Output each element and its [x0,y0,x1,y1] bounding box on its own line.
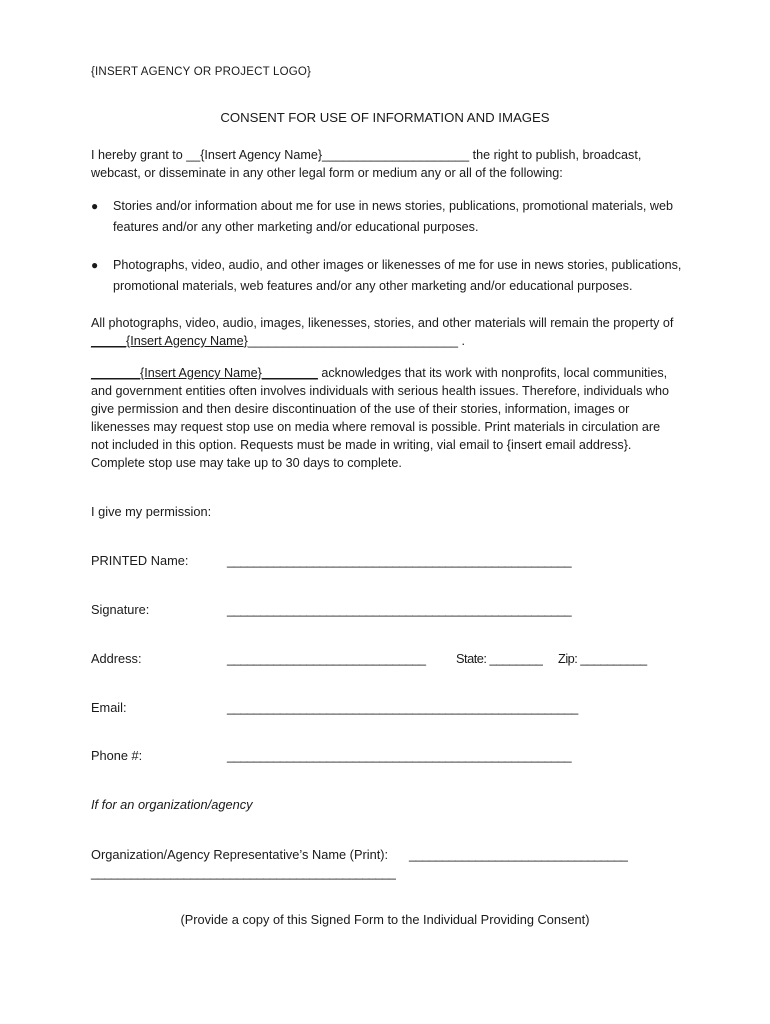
representative-name-field-continued[interactable]: ______________________________________________ [91,865,396,880]
representative-name-field[interactable]: _________________________________ [409,847,628,862]
email-label: Email: [91,700,127,715]
printed-name-label: PRINTED Name: [91,553,189,568]
acknowledge-paragraph [91,364,676,472]
acknowledge-text: acknowledges that its work with nonprofits, local communities, and government entities often involves individuals with serious health issues. Therefore, individuals who give permission and then desire discontinuation of the use of their stories, information, images or likenesses may request stop use on media where removal is possible. Print materials in circulation are not included in this option. Requests must be made in writing, vial email to {insert email address}. Complete stop use may take up to 30 days to complete. [91,366,670,470]
printed-name-field[interactable]: ____________________________________________________ [227,553,572,568]
phone-label: Phone #: [91,748,143,763]
logo-placeholder: {INSERT AGENCY OR PROJECT LOGO} [91,66,312,78]
bullet-marker: ● [91,258,99,272]
footer-note: (Provide a copy of this Signed Form to the Individual Providing Consent) [180,912,590,927]
property-agency-line: _____{Insert Agency Name} [91,334,248,348]
grant-rest: _____________________ the right to publish, broadcast, webcast, or disseminate in any other legal form or medium any or all of the following: [91,148,642,180]
bullet-marker: ● [91,199,99,213]
document-title: CONSENT FOR USE OF INFORMATION AND IMAGES [220,110,550,125]
signature-field[interactable]: ____________________________________________________ [227,602,572,617]
bullet-photographs: Photographs, video, audio, and other images or likenesses of me for use in news stories, publications, promotional materials, web features and/or any other marketing and/or educational purposes. [113,258,682,293]
address-label: Address: [91,651,142,666]
zip-field[interactable]: Zip: __________ [558,651,647,666]
grant-lead: I hereby grant to __ [91,148,201,162]
acknowledge-agency-line: _______{Insert Agency Name}________ [91,366,318,380]
property-paragraph [91,314,676,350]
bullet-stories: Stories and/or information about me for use in news stories, publications, promotional materials, web features and/or any other marketing and/or educational purposes. [113,199,673,234]
property-text: All photographs, video, audio, images, likenesses, stories, and other materials will remain the property of [91,316,674,330]
address-field[interactable]: ______________________________ [227,651,426,666]
property-trailing: ______________________________ . [247,334,465,348]
signature-label: Signature: [91,602,150,617]
grant-agency-name: {Insert Agency Name} [200,148,323,162]
state-field[interactable]: State: ________ [456,651,543,666]
grant-paragraph [91,146,676,182]
phone-field[interactable]: ____________________________________________________ [227,748,572,763]
permission-label: I give my permission: [91,504,212,519]
representative-label: Organization/Agency Representative’s Name (Print): [91,847,389,862]
organization-heading: If for an organization/agency [91,797,253,812]
email-field[interactable]: _____________________________________________________ [227,700,578,715]
